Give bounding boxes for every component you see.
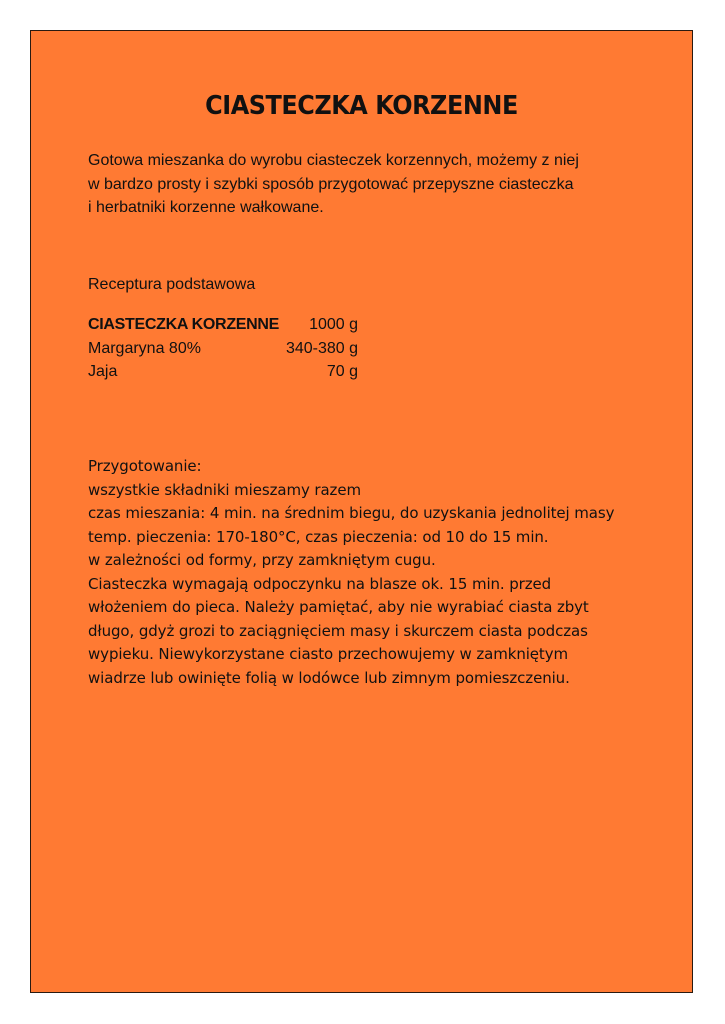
preparation-line: Ciasteczka wymagają odpoczynku na blasze ok. 15 min. przed xyxy=(88,574,552,593)
ingredient-row xyxy=(88,313,358,337)
ingredient-name: CIASTECZKA KORZENNE xyxy=(88,316,280,333)
preparation-line: wiadrze lub owinięte folią w lodówce lub zimnym pomieszczeniu. xyxy=(88,668,570,687)
ingredient-row xyxy=(88,360,358,384)
preparation-heading: Przygotowanie: xyxy=(88,457,202,475)
ingredient-amount: 340-380 g xyxy=(285,339,358,357)
recipe-heading: Receptura podstawowa xyxy=(88,276,256,293)
ingredient-amount: 70 g xyxy=(326,363,358,380)
ingredient-name: Margaryna 80% xyxy=(88,339,201,357)
intro-line: Gotowa mieszanka do wyrobu ciasteczek korzennych, możemy z niej xyxy=(88,152,579,169)
preparation-line: w zależności od formy, przy zamkniętym cugu. xyxy=(88,551,436,569)
intro-line: w bardzo prosty i szybki sposób przygotować przepyszne ciasteczka xyxy=(88,175,574,193)
preparation-line: temp. pieczenia: 170-180°C, czas pieczenia: od 10 do 15 min. xyxy=(88,527,549,546)
intro-line: i herbatniki korzenne wałkowane. xyxy=(88,199,324,216)
page-title: CIASTECZKA KORZENNE xyxy=(205,91,518,121)
preparation-line: długo, gdyż grozi to zaciągnięciem masy i skurczem ciasta podczas xyxy=(88,621,588,640)
preparation-line: wypieku. Niewykorzystane ciasto przechowujemy w zamkniętym xyxy=(88,645,569,663)
ingredient-row xyxy=(88,337,358,361)
preparation-line: włożeniem do pieca. Należy pamiętać, aby nie wyrabiać ciasta zbyt xyxy=(88,598,589,616)
preparation-line: wszystkie składniki mieszamy razem xyxy=(88,480,361,499)
recipe-card xyxy=(30,30,693,993)
intro-paragraph xyxy=(88,149,678,220)
preparation-line: czas mieszania: 4 min. na średnim biegu, do uzyskania jednolitej masy xyxy=(88,504,615,522)
ingredient-amount: 1000 g xyxy=(309,316,358,333)
ingredients-list xyxy=(88,313,358,384)
ingredient-name: Jaja xyxy=(88,363,118,380)
preparation-section xyxy=(88,455,678,690)
